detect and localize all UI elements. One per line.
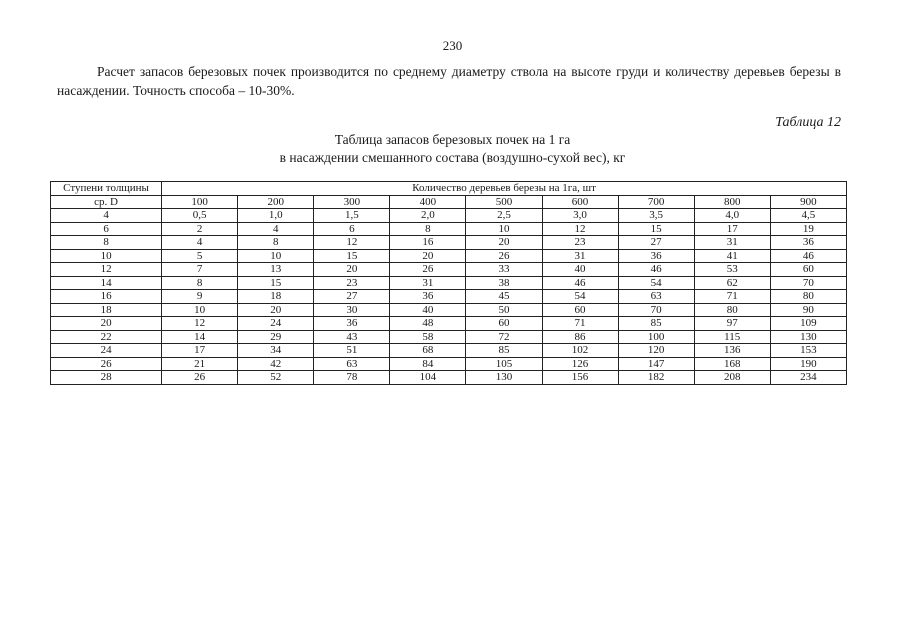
stock-value-cell: 78 bbox=[314, 371, 390, 385]
stock-value-cell: 54 bbox=[542, 290, 618, 304]
stock-value-cell: 27 bbox=[314, 290, 390, 304]
stock-value-cell: 7 bbox=[162, 263, 238, 277]
diameter-cell: 6 bbox=[51, 222, 162, 236]
table-row bbox=[51, 236, 847, 250]
stock-value-cell: 15 bbox=[618, 222, 694, 236]
stock-value-cell: 23 bbox=[542, 236, 618, 250]
stock-value-cell: 80 bbox=[694, 303, 770, 317]
stock-value-cell: 4 bbox=[162, 236, 238, 250]
table-row bbox=[51, 249, 847, 263]
stock-value-cell: 45 bbox=[466, 290, 542, 304]
intro-paragraph: Расчет запасов березовых почек производится по среднему диаметру ствола на высоте груди и количеству деревьев березы в насаждении. Точность способа – 10-30%. bbox=[57, 64, 841, 98]
table-row bbox=[51, 344, 847, 358]
stock-value-cell: 10 bbox=[238, 249, 314, 263]
stock-value-cell: 26 bbox=[466, 249, 542, 263]
stock-value-cell: 71 bbox=[694, 290, 770, 304]
stock-value-cell: 15 bbox=[314, 249, 390, 263]
table-row bbox=[51, 209, 847, 223]
stock-value-cell: 40 bbox=[542, 263, 618, 277]
stock-value-cell: 19 bbox=[770, 222, 846, 236]
stock-value-cell: 168 bbox=[694, 357, 770, 371]
stock-value-cell: 36 bbox=[770, 236, 846, 250]
stock-value-cell: 70 bbox=[770, 276, 846, 290]
stock-value-cell: 30 bbox=[314, 303, 390, 317]
stock-value-cell: 5 bbox=[162, 249, 238, 263]
row-header-line-1: Ступени толщины bbox=[51, 182, 162, 196]
stock-value-cell: 46 bbox=[618, 263, 694, 277]
table-row bbox=[51, 371, 847, 385]
stock-value-cell: 9 bbox=[162, 290, 238, 304]
diameter-cell: 10 bbox=[51, 249, 162, 263]
column-header-6: 700 bbox=[618, 195, 694, 209]
stock-value-cell: 52 bbox=[238, 371, 314, 385]
column-header-1: 200 bbox=[238, 195, 314, 209]
stock-value-cell: 10 bbox=[466, 222, 542, 236]
table-row bbox=[51, 317, 847, 331]
stock-value-cell: 20 bbox=[238, 303, 314, 317]
page-number: 230 bbox=[442, 38, 463, 53]
table-row bbox=[51, 222, 847, 236]
stock-value-cell: 85 bbox=[618, 317, 694, 331]
stock-value-cell: 17 bbox=[162, 344, 238, 358]
stock-value-cell: 23 bbox=[314, 276, 390, 290]
stock-value-cell: 60 bbox=[466, 317, 542, 331]
diameter-cell: 28 bbox=[51, 371, 162, 385]
table-row bbox=[51, 276, 847, 290]
table-header-row-1 bbox=[51, 182, 847, 196]
diameter-cell: 24 bbox=[51, 344, 162, 358]
stock-value-cell: 109 bbox=[770, 317, 846, 331]
column-header-2: 300 bbox=[314, 195, 390, 209]
stock-value-cell: 40 bbox=[390, 303, 466, 317]
stock-value-cell: 4,5 bbox=[770, 209, 846, 223]
stock-value-cell: 71 bbox=[542, 317, 618, 331]
diameter-cell: 26 bbox=[51, 357, 162, 371]
diameter-cell: 12 bbox=[51, 263, 162, 277]
stock-value-cell: 68 bbox=[390, 344, 466, 358]
stock-value-cell: 26 bbox=[390, 263, 466, 277]
table-title bbox=[0, 131, 905, 167]
stock-value-cell: 38 bbox=[466, 276, 542, 290]
stock-value-cell: 8 bbox=[162, 276, 238, 290]
stock-value-cell: 147 bbox=[618, 357, 694, 371]
stock-value-cell: 100 bbox=[618, 330, 694, 344]
column-header-5: 600 bbox=[542, 195, 618, 209]
stock-value-cell: 90 bbox=[770, 303, 846, 317]
stock-value-cell: 97 bbox=[694, 317, 770, 331]
stock-value-cell: 8 bbox=[390, 222, 466, 236]
column-header-4: 500 bbox=[466, 195, 542, 209]
stock-value-cell: 115 bbox=[694, 330, 770, 344]
stock-value-cell: 4 bbox=[238, 222, 314, 236]
stock-value-cell: 53 bbox=[694, 263, 770, 277]
stock-value-cell: 50 bbox=[466, 303, 542, 317]
bud-stock-table bbox=[50, 181, 847, 385]
stock-value-cell: 4,0 bbox=[694, 209, 770, 223]
diameter-cell: 22 bbox=[51, 330, 162, 344]
stock-value-cell: 63 bbox=[314, 357, 390, 371]
diameter-cell: 20 bbox=[51, 317, 162, 331]
stock-value-cell: 18 bbox=[238, 290, 314, 304]
stock-value-cell: 20 bbox=[466, 236, 542, 250]
stock-value-cell: 156 bbox=[542, 371, 618, 385]
stock-value-cell: 8 bbox=[238, 236, 314, 250]
stock-value-cell: 33 bbox=[466, 263, 542, 277]
table-header-row-2 bbox=[51, 195, 847, 209]
diameter-cell: 4 bbox=[51, 209, 162, 223]
stock-value-cell: 16 bbox=[390, 236, 466, 250]
stock-value-cell: 2,0 bbox=[390, 209, 466, 223]
stock-value-cell: 3,0 bbox=[542, 209, 618, 223]
stock-value-cell: 20 bbox=[314, 263, 390, 277]
stock-value-cell: 48 bbox=[390, 317, 466, 331]
stock-value-cell: 26 bbox=[162, 371, 238, 385]
table-row bbox=[51, 357, 847, 371]
table-title-line-1: Таблица запасов березовых почек на 1 га bbox=[334, 132, 571, 147]
stock-value-cell: 80 bbox=[770, 290, 846, 304]
stock-value-cell: 12 bbox=[162, 317, 238, 331]
stock-value-cell: 84 bbox=[390, 357, 466, 371]
column-header-8: 900 bbox=[770, 195, 846, 209]
stock-value-cell: 34 bbox=[238, 344, 314, 358]
stock-value-cell: 63 bbox=[618, 290, 694, 304]
stock-value-cell: 10 bbox=[162, 303, 238, 317]
stock-value-cell: 1,5 bbox=[314, 209, 390, 223]
table-row bbox=[51, 263, 847, 277]
column-header-7: 800 bbox=[694, 195, 770, 209]
table-title-line-2: в насаждении смешанного состава (воздушно-сухой вес), кг bbox=[279, 150, 626, 165]
stock-value-cell: 13 bbox=[238, 263, 314, 277]
table-row bbox=[51, 330, 847, 344]
stock-value-cell: 36 bbox=[314, 317, 390, 331]
stock-value-cell: 105 bbox=[466, 357, 542, 371]
stock-value-cell: 14 bbox=[162, 330, 238, 344]
stock-value-cell: 62 bbox=[694, 276, 770, 290]
stock-value-cell: 126 bbox=[542, 357, 618, 371]
stock-value-cell: 2,5 bbox=[466, 209, 542, 223]
stock-value-cell: 86 bbox=[542, 330, 618, 344]
stock-value-cell: 1,0 bbox=[238, 209, 314, 223]
stock-value-cell: 24 bbox=[238, 317, 314, 331]
stock-value-cell: 234 bbox=[770, 371, 846, 385]
stock-value-cell: 104 bbox=[390, 371, 466, 385]
stock-value-cell: 31 bbox=[390, 276, 466, 290]
stock-value-cell: 29 bbox=[238, 330, 314, 344]
stock-value-cell: 46 bbox=[542, 276, 618, 290]
stock-value-cell: 27 bbox=[618, 236, 694, 250]
stock-value-cell: 85 bbox=[466, 344, 542, 358]
stock-value-cell: 51 bbox=[314, 344, 390, 358]
tree-count-group-header: Количество деревьев березы на 1га, шт bbox=[162, 182, 847, 196]
stock-value-cell: 208 bbox=[694, 371, 770, 385]
stock-value-cell: 31 bbox=[694, 236, 770, 250]
stock-value-cell: 130 bbox=[466, 371, 542, 385]
stock-value-cell: 43 bbox=[314, 330, 390, 344]
diameter-cell: 18 bbox=[51, 303, 162, 317]
table-label: Таблица 12 bbox=[775, 115, 841, 130]
stock-value-cell: 120 bbox=[618, 344, 694, 358]
stock-value-cell: 12 bbox=[314, 236, 390, 250]
diameter-cell: 8 bbox=[51, 236, 162, 250]
row-header-line-2: ср. D bbox=[51, 195, 162, 209]
stock-value-cell: 60 bbox=[542, 303, 618, 317]
stock-value-cell: 31 bbox=[542, 249, 618, 263]
column-header-0: 100 bbox=[162, 195, 238, 209]
stock-value-cell: 70 bbox=[618, 303, 694, 317]
stock-value-cell: 15 bbox=[238, 276, 314, 290]
diameter-cell: 14 bbox=[51, 276, 162, 290]
stock-value-cell: 58 bbox=[390, 330, 466, 344]
stock-value-cell: 17 bbox=[694, 222, 770, 236]
table-body bbox=[51, 209, 847, 385]
stock-value-cell: 153 bbox=[770, 344, 846, 358]
stock-value-cell: 6 bbox=[314, 222, 390, 236]
table-row bbox=[51, 290, 847, 304]
stock-value-cell: 42 bbox=[238, 357, 314, 371]
stock-value-cell: 20 bbox=[390, 249, 466, 263]
stock-value-cell: 60 bbox=[770, 263, 846, 277]
stock-value-cell: 72 bbox=[466, 330, 542, 344]
column-header-3: 400 bbox=[390, 195, 466, 209]
stock-value-cell: 21 bbox=[162, 357, 238, 371]
stock-value-cell: 36 bbox=[390, 290, 466, 304]
stock-value-cell: 3,5 bbox=[618, 209, 694, 223]
stock-value-cell: 190 bbox=[770, 357, 846, 371]
stock-value-cell: 136 bbox=[694, 344, 770, 358]
stock-value-cell: 36 bbox=[618, 249, 694, 263]
stock-value-cell: 0,5 bbox=[162, 209, 238, 223]
stock-value-cell: 54 bbox=[618, 276, 694, 290]
stock-value-cell: 41 bbox=[694, 249, 770, 263]
stock-value-cell: 12 bbox=[542, 222, 618, 236]
table-row bbox=[51, 303, 847, 317]
stock-value-cell: 130 bbox=[770, 330, 846, 344]
diameter-cell: 16 bbox=[51, 290, 162, 304]
stock-value-cell: 182 bbox=[618, 371, 694, 385]
stock-value-cell: 46 bbox=[770, 249, 846, 263]
stock-value-cell: 102 bbox=[542, 344, 618, 358]
stock-value-cell: 2 bbox=[162, 222, 238, 236]
